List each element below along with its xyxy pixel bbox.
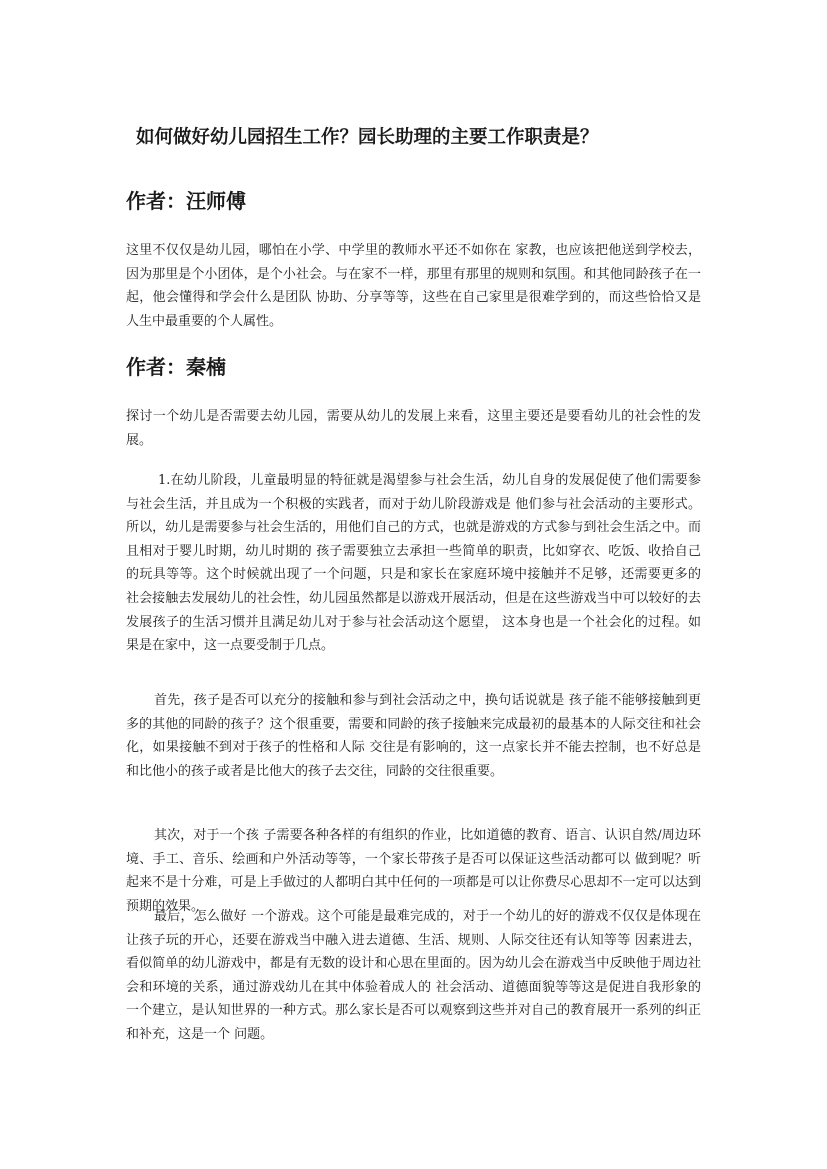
body-paragraph: 1.在幼儿阶段，儿童最明显的特征就是渴望参与社会生活，幼儿自身的发展促使了他们需要参与社会生活，并且成为一个积极的实践者，而对于幼儿阶段游戏是 他们参与社会活动的主要形式。所以，幼儿是需要参与社会生活的，用他们自己的方式，也就是游戏的方式参与到社会生活之中。而且相对于婴儿时期，幼儿时期的 孩子需要独立去承担一些简单的职责，比如穿衣、吃饭、收拾自己的玩具等等。这个时候就出现了一个问题，只是和家长在家庭环境中接触并不足够，还需要更多的 社会接触去发展幼儿的社会性，幼儿园虽然都是以游戏开展活动，但是在这些游戏当中可以较好的去发展孩子的生活习惯并且满足幼儿对于参与社会活动这个愿望， 这本身也是一个社会化的过程。如果是在家中，这一点要受制于几点。 [126,473,701,654]
body-paragraph: 其次，对于一个孩 子需要各种各样的有组织的作业，比如道德的教育、语言、认识自然/周边环境、手工、音乐、绘画和户外活动等等，一个家长带孩子是否可以保证这些活动都可以 做到呢？听起来不是十分难，可是上手做过的人都明白其中任何的一项都是可以让你费尽心思却不一定可以达到预期的效果。 [126,828,701,914]
body-paragraph: 首先，孩子是否可以充分的接触和参与到社会活动之中，换句话说就是 孩子能不能够接触到更多的其他的同龄的孩子？这个很重要，需要和同龄的孩子接触来完成最初的最基本的人际交往和社会化，如果接触不到对于孩子的性格和人际 交往是有影响的，这一点家长并不能去控制，也不好总是和比他小的孩子或者是比他大的孩子去交往，同龄的交往很重要。 [126,693,701,779]
section-author-heading: 作者：秦楠 [126,355,226,379]
body-paragraph: 探讨一个幼儿是否需要去幼儿园，需要从幼儿的发展上来看，这里主要还是要看幼儿的社会性的发展。 [126,409,701,448]
body-paragraph: 最后，怎么做好 一个游戏。这个可能是最难完成的，对于一个幼儿的好的游戏不仅仅是体现在让孩子玩的开心，还要在游戏当中融入进去道德、生活、规则、人际交往还有认知等等 因素进去，看似简单的幼儿游戏中，都是有无数的设计和心思在里面的。因为幼儿会在游戏当中反映他于周边社会和环境的关系，通过游戏幼儿在其中体验着成人的 社会活动、道德面貌等等这是促进自我形象的一个建立，是认知世界的一种方式。那么家长是否可以观察到这些并对自己的教育展开一系列的纠正和补充，这是一个 问题。 [126,909,701,1042]
document-title: 如何做好幼儿园招生工作？园长助理的主要工作职责是？ [136,127,599,148]
section-author-heading: 作者：汪师傅 [126,189,246,213]
body-paragraph: 这里不仅仅是幼儿园，哪怕在小学、中学里的教师水平还不如你在 家教，也应该把他送到学校去，因为那里是个小团体，是个小社会。与在家不一样，那里有那里的规则和氛围。和其他同龄孩子在一起，他会懂得和学会什么是团队 协助、分享等等，这些在自己家里是很难学到的，而这些恰恰又是人生中最重要的个人属性。 [126,243,701,329]
